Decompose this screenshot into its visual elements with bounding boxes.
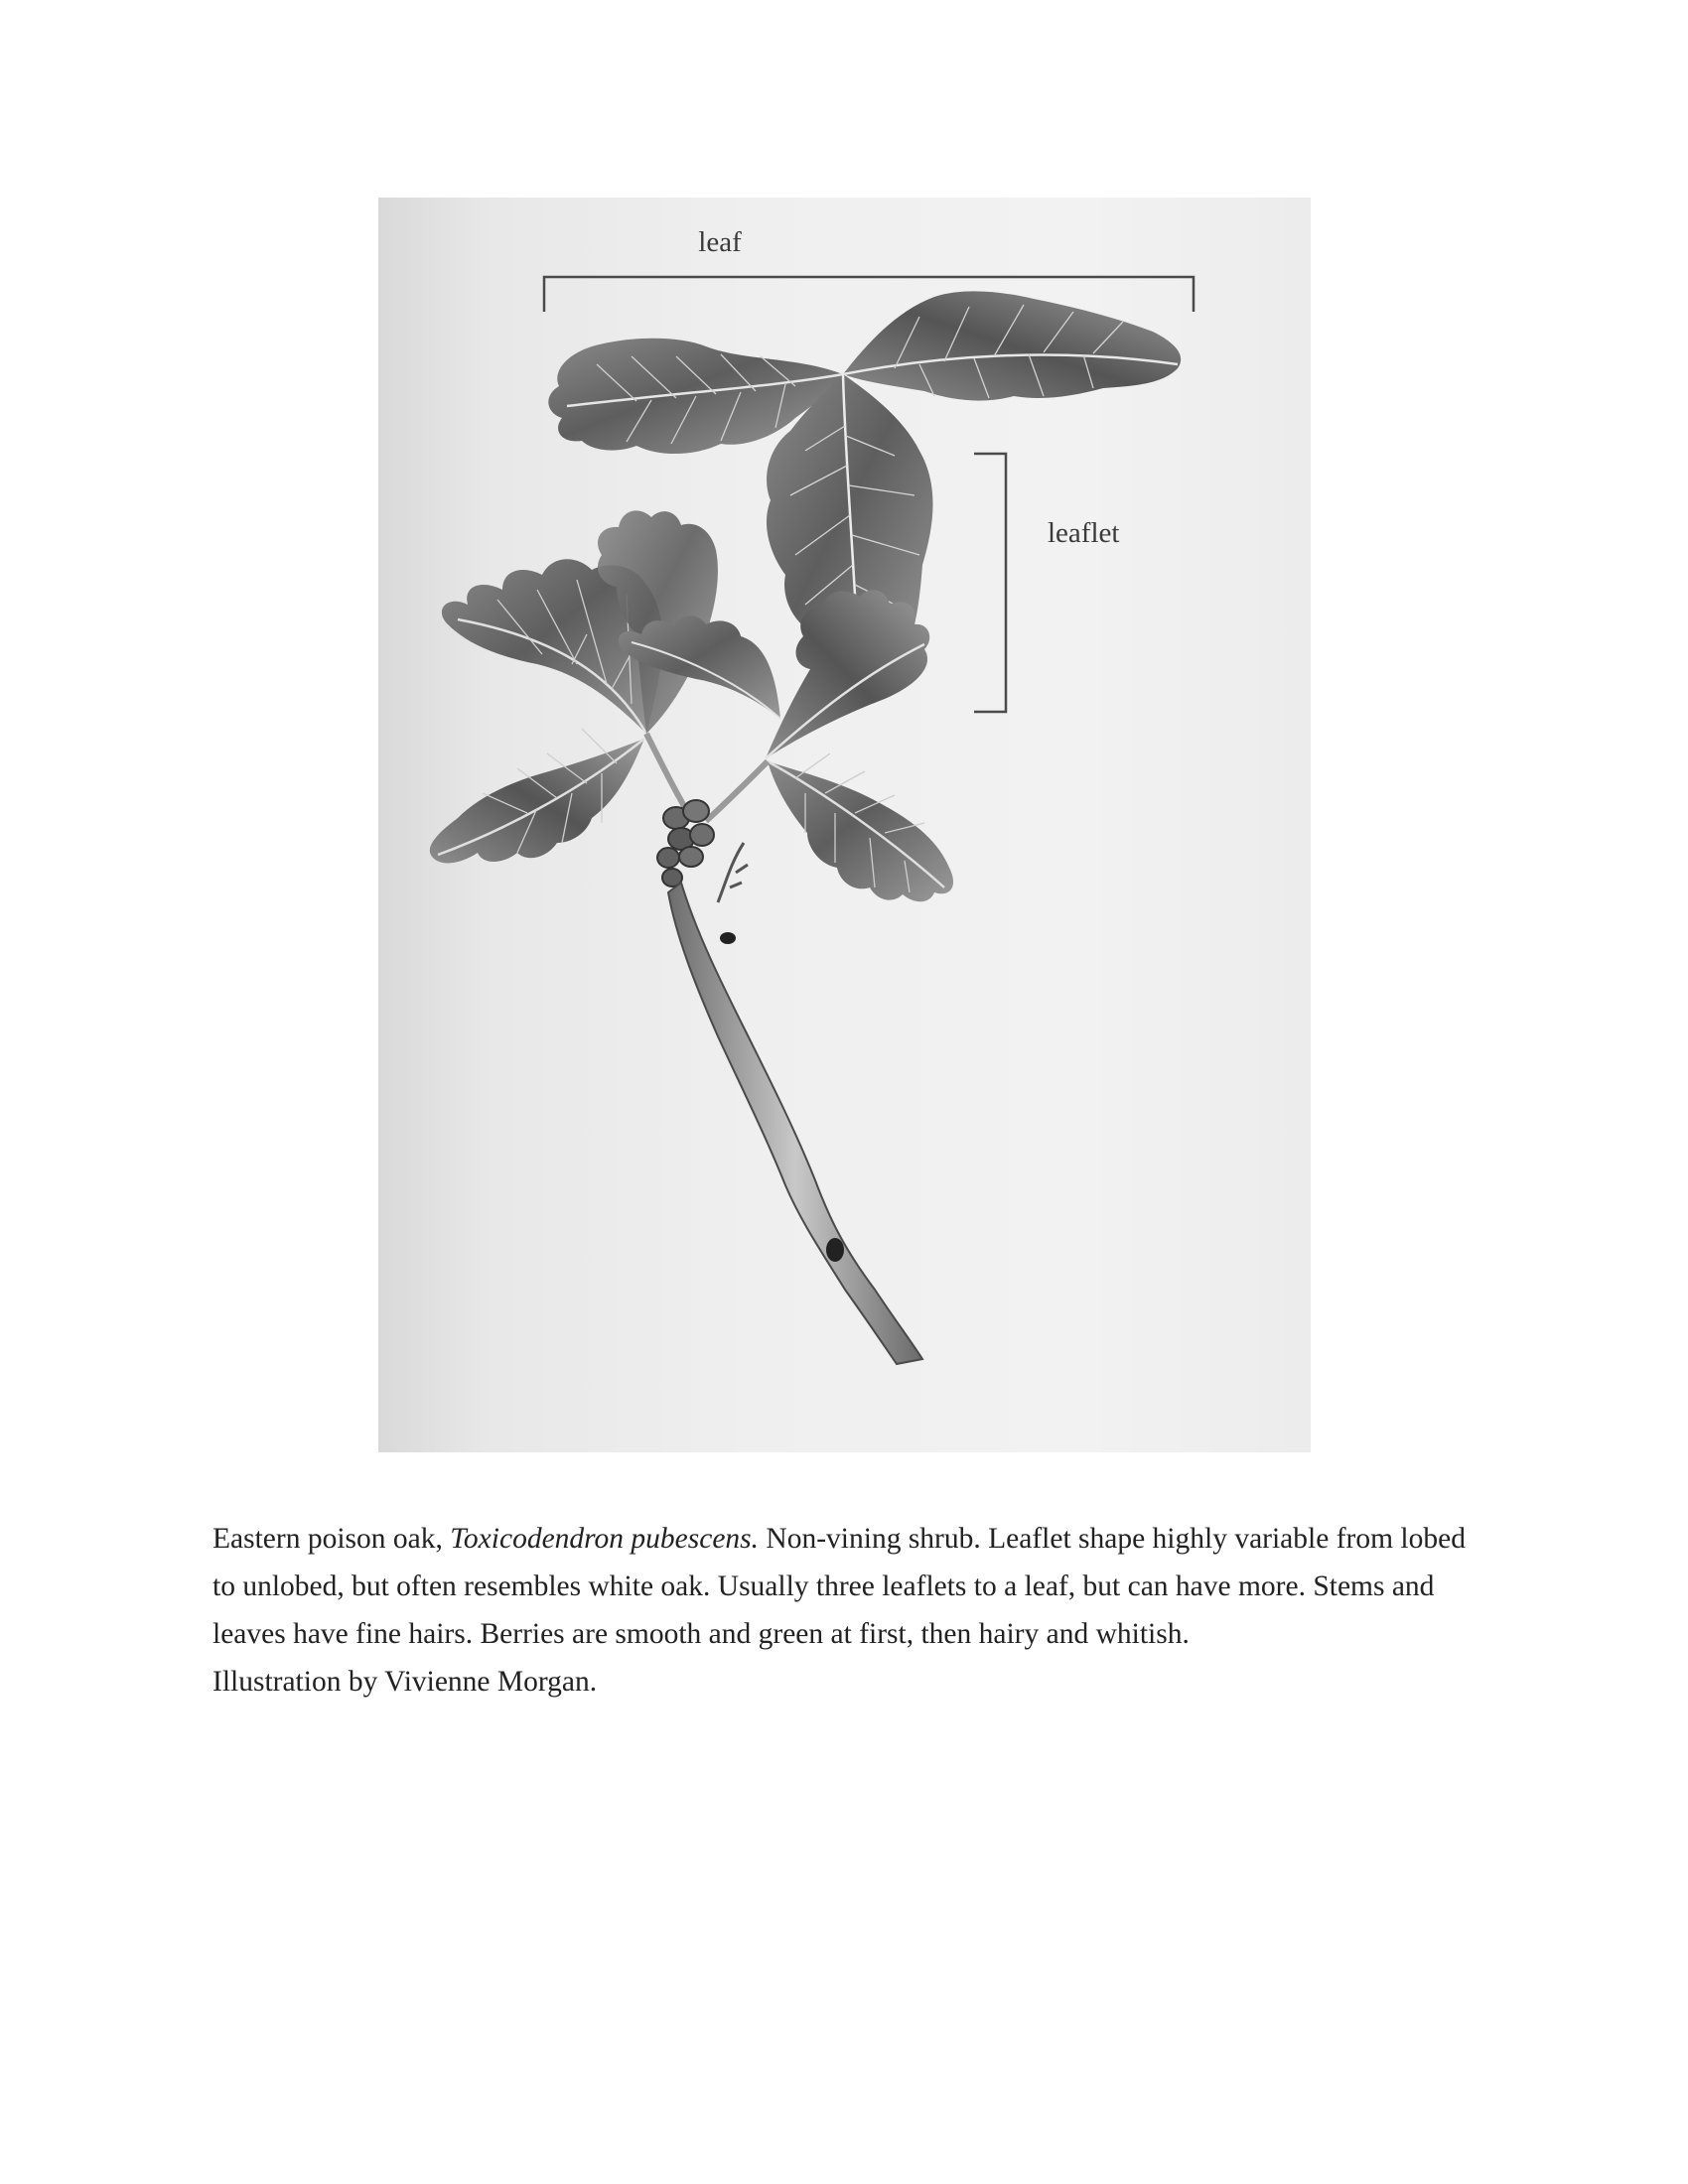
stem-scar <box>720 932 736 944</box>
leaf-label: leaf <box>698 226 742 258</box>
leaf-bracket <box>544 277 1194 312</box>
leaflet-label: leaflet <box>1048 517 1120 549</box>
caption-description: Non-vining shrub. Leaflet shape highly variable from lobed to unlobed, but often resembles white oak. Usually three leaflets to a leaf, but can have more. Stems and leaves have fine hairs. Berries are smooth and green at first, then hairy and whitish. <box>212 1522 1466 1650</box>
leaflet-bracket <box>974 454 1006 712</box>
main-stem <box>668 883 922 1364</box>
right-petiole <box>706 761 768 821</box>
small-twig <box>718 843 748 902</box>
caption-credit: Illustration by Vivienne Morgan. <box>212 1665 598 1698</box>
upper-right-leaflet <box>843 291 1181 400</box>
stem-scar <box>826 1238 844 1262</box>
figure-caption <box>212 1515 1493 1706</box>
caption-common-name: Eastern poison oak, <box>212 1522 443 1555</box>
poison-oak-illustration <box>378 198 1311 1452</box>
caption-scientific-name: Toxicodendron pubescens. <box>450 1522 760 1555</box>
illustration-drawing <box>378 198 1311 1452</box>
berry-cluster <box>657 800 714 887</box>
